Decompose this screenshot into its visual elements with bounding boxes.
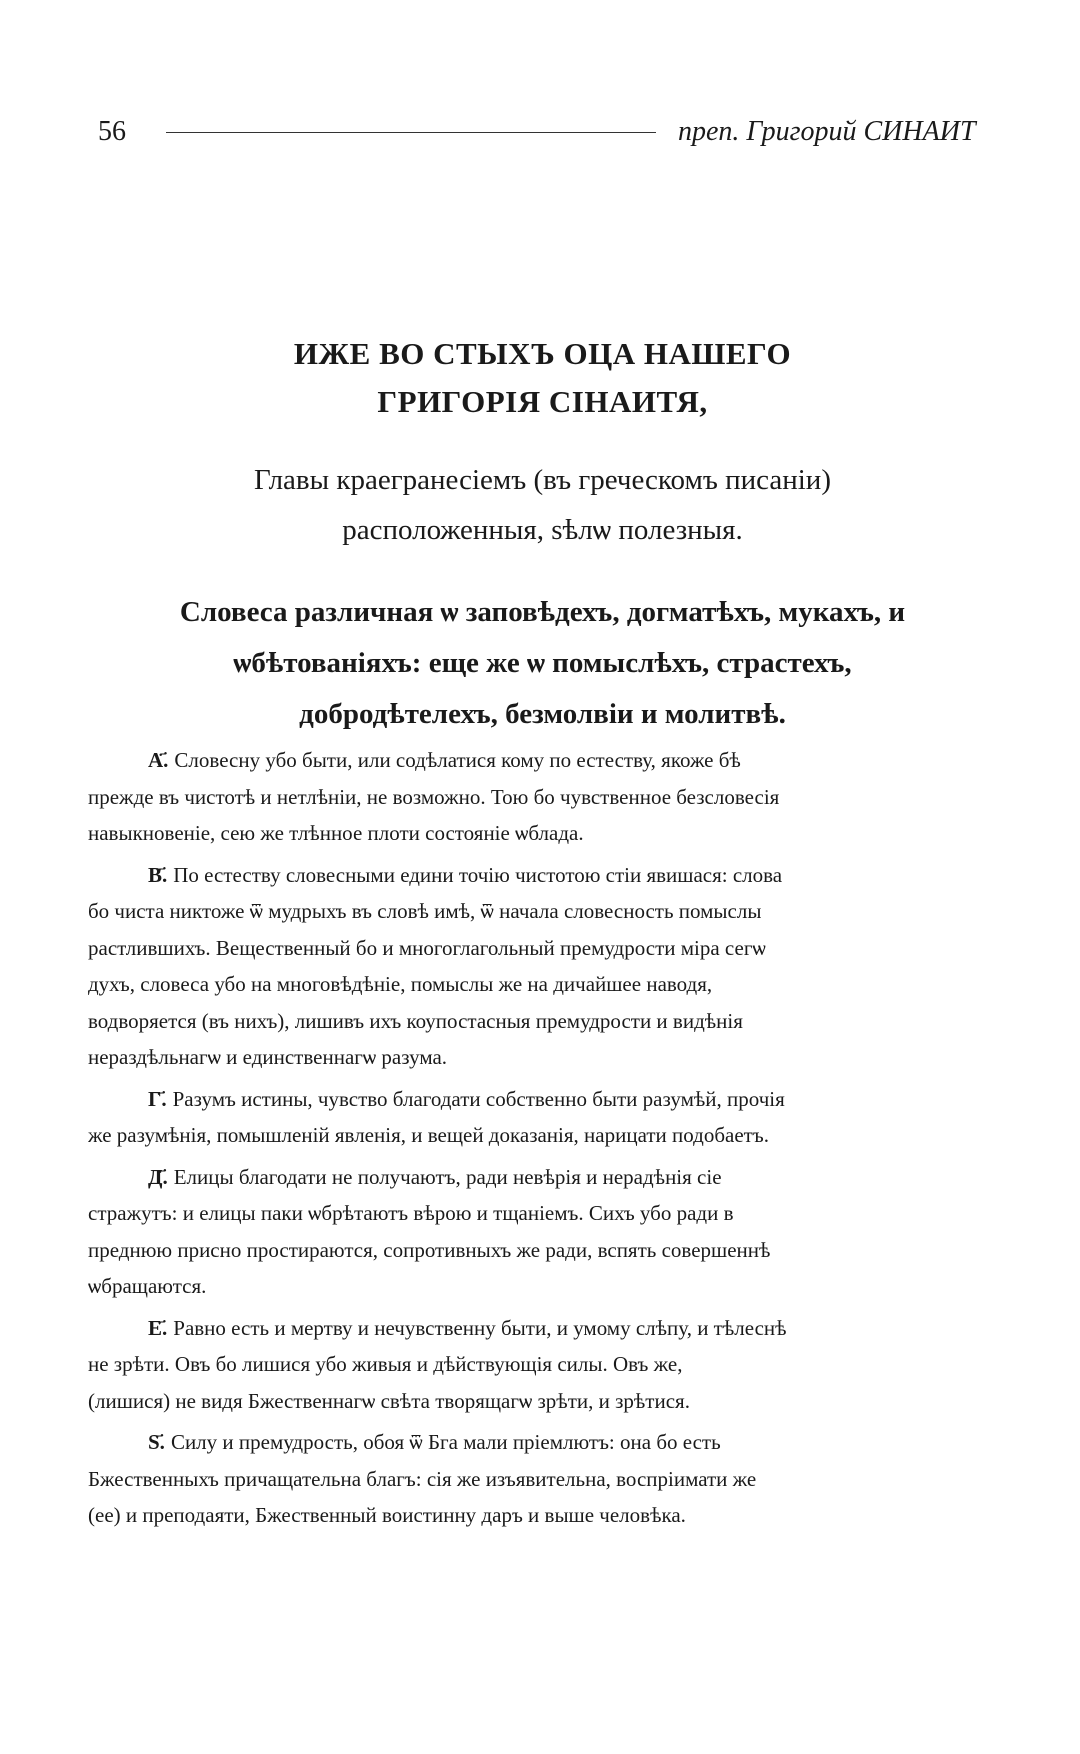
paragraph-line: (лишися) не видя Бжественнагѡ свѣта творящагѡ зрѣти, и зрѣтися. xyxy=(88,1388,690,1413)
paragraph-4 xyxy=(88,1159,1000,1305)
title-line: ГРИГОРІЯ СІНАИТЯ, xyxy=(377,384,708,419)
paragraph-number: В҃. xyxy=(148,862,168,887)
paragraph-line: Бжественныхъ причащательна благъ: сія же изъявительна, воспріимати же xyxy=(88,1466,757,1491)
header-rule xyxy=(166,132,656,133)
chapter-title xyxy=(90,330,995,426)
paragraph-1 xyxy=(88,742,1000,852)
line-text: Равно есть и мертву и нечувственну быти, и умому слѣпу, и тѣлеснѣ xyxy=(173,1315,787,1340)
contents-line: добродѣтелехъ, безмолвіи и молитвѣ. xyxy=(299,698,786,730)
paragraph-line xyxy=(88,1310,1000,1347)
paragraph-line: навыкновеніе, сею же тлѣнное плоти состояніе ѡблада. xyxy=(88,821,584,845)
running-head xyxy=(98,112,1018,152)
paragraph-line: не зрѣти. Овъ бо лишися убо живыя и дѣйствующія силы. Овъ же, xyxy=(88,1352,683,1376)
paragraph-line: преднюю присно простираются, сопротивныхъ же ради, вспять совершеннѣ xyxy=(88,1237,771,1262)
paragraph-number: Д҃. xyxy=(148,1164,168,1189)
line-text: Елицы благодати не получаютъ, ради невѣрія и нерадѣнія сіе xyxy=(173,1164,722,1189)
subtitle-line: Главы краегранесіемъ (въ греческомъ писаніи) xyxy=(254,464,831,496)
paragraph-line xyxy=(88,1424,1000,1461)
paragraph-line: бо чиста никтоже ѿ мудрыхъ въ словѣ имѣ, ѿ начала словесность помыслы xyxy=(88,899,762,923)
paragraph-line: ѡбращаются. xyxy=(88,1274,207,1298)
paragraph-line: прежде въ чистотѣ и нетлѣніи, не возможно. Тою бо чувственное безсловесія xyxy=(88,784,780,809)
title-line: ИЖЕ ВО СТЫХЪ ОЦА НАШЕГО xyxy=(293,336,792,371)
chapter-subtitle xyxy=(90,455,995,555)
line-text: Силу и премудрость, обоя ѿ Бга мали пріемлютъ: она бо есть xyxy=(170,1430,721,1454)
paragraph-line: (ее) и преподаяти, Бжественный воистинну даръ и выше человѣка. xyxy=(88,1503,686,1527)
paragraph-line: растлившихъ. Вещественный бо и многоглагольный премудрости міра сегѡ xyxy=(88,935,766,960)
paragraph-line: нераздѣльнагѡ и единственнагѡ разума. xyxy=(88,1045,448,1069)
contents-summary xyxy=(90,587,995,740)
line-text: По естеству словесными едини точію чистотою стіи явишася: слова xyxy=(173,862,783,887)
page-number: 56 xyxy=(98,116,126,147)
paragraph-5 xyxy=(88,1310,1000,1420)
paragraph-number: Г҃. xyxy=(148,1086,167,1111)
paragraph-line: духъ, словеса убо на многовѣдѣніе, помыслы же на дичайшее наводя, xyxy=(88,972,713,996)
paragraph-line: водворяется (въ нихъ), лишивъ ихъ коупостасныя премудрости и видѣнія xyxy=(88,1008,743,1033)
paragraph-line xyxy=(88,857,1000,894)
contents-line: Словеса различная ѡ заповѣдехъ, догматѣхъ, мукахъ, и xyxy=(179,596,906,628)
line-text: Словесну убо быти, или содѣлатися кому по естеству, якоже бѣ xyxy=(174,748,741,772)
paragraph-3 xyxy=(88,1081,1000,1154)
body-text xyxy=(88,742,1000,1539)
paragraph-line: стражутъ: и елицы паки ѡбрѣтаютъ вѣрою и тщаніемъ. Сихъ убо ради в xyxy=(88,1201,734,1225)
paragraph-line xyxy=(88,1081,1000,1118)
paragraph-line xyxy=(88,742,1000,779)
paragraph-number: Е҃. xyxy=(148,1315,168,1340)
paragraph-line: же разумѣнія, помышленій явленія, и вещей доказанія, нарицати подобаетъ. xyxy=(88,1123,769,1147)
running-title: преп. Григорий СИНАИТ xyxy=(678,116,976,147)
paragraph-2 xyxy=(88,857,1000,1076)
subtitle-line: расположенныя, sѣлѡ полезныя. xyxy=(342,514,743,546)
line-text: Разумъ истины, чувство благодати собственно быти разумѣй, прочія xyxy=(172,1086,785,1111)
contents-line: ѡбѣтованіяхъ: еще же ѡ помыслѣхъ, страстехъ, xyxy=(233,647,852,679)
paragraph-number: S҃. xyxy=(148,1430,165,1454)
paragraph-6 xyxy=(88,1424,1000,1534)
paragraph-number: А҃. xyxy=(148,748,169,772)
paragraph-line xyxy=(88,1159,1000,1196)
